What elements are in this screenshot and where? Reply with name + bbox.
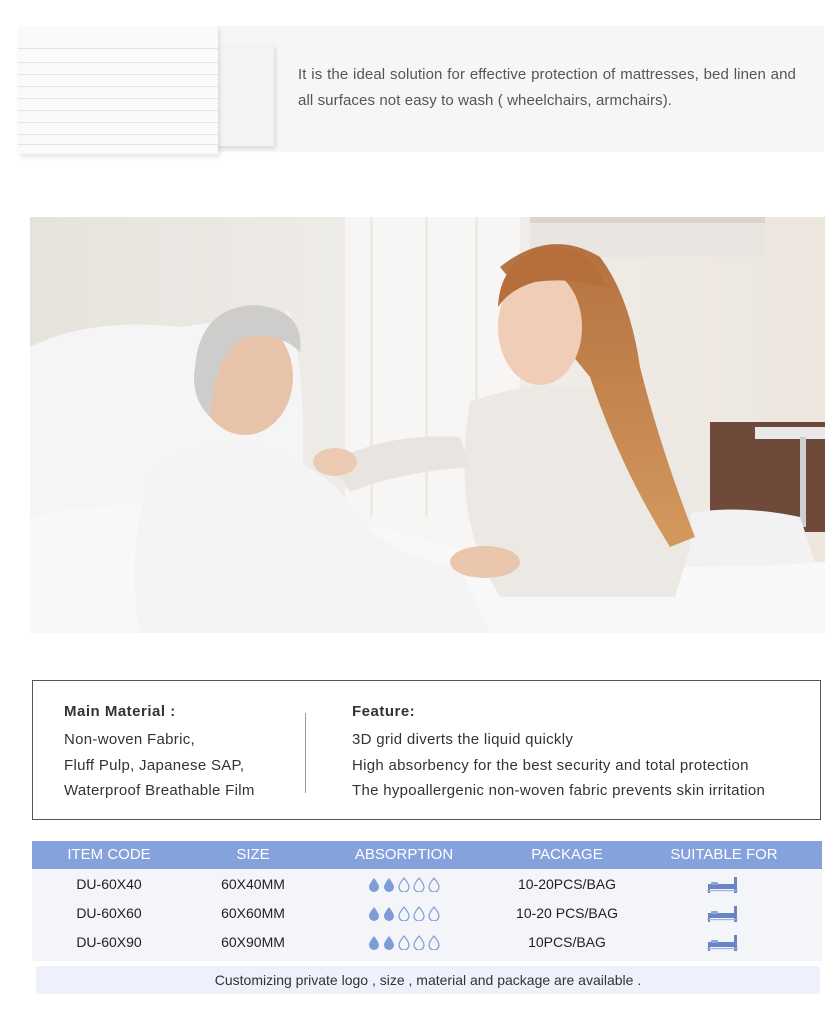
underpad-stack-front [18, 26, 218, 154]
header-absorption: ABSORPTION [354, 846, 454, 863]
item-package: 10-20 PCS/BAG [516, 905, 618, 921]
water-drop-icon [428, 877, 441, 892]
elderly-patient-with-caregiver-photo [30, 217, 825, 633]
material-item: Waterproof Breathable Film [64, 782, 255, 799]
water-drop-icon [368, 906, 381, 921]
item-package: 10-20PCS/BAG [517, 876, 617, 892]
intro-banner [18, 26, 824, 152]
water-drop-icon [383, 877, 396, 892]
water-drop-icon [428, 906, 441, 921]
item-code: DU-60X60 [76, 905, 142, 921]
item-code: DU-60X90 [76, 934, 142, 950]
water-drop-icon [413, 935, 426, 950]
item-size: 60X90MM [221, 934, 285, 950]
table-row [32, 899, 822, 927]
bed-icon [707, 928, 741, 953]
section-divider [305, 713, 306, 793]
feature-item: The hypoallergenic non-woven fabric prevents skin irritation [352, 782, 766, 799]
underpad-stack-image [18, 26, 280, 152]
item-code: DU-60X40 [76, 876, 142, 892]
table-row [32, 928, 822, 956]
bed-glyph [707, 875, 741, 895]
header-size: SIZE [236, 846, 270, 863]
main-material-heading: Main Material : [64, 703, 176, 720]
absorption-rating [368, 935, 441, 950]
customization-note: Customizing private logo , size , material and package are available . [36, 966, 820, 994]
material-item: Non-woven Fabric, [64, 731, 195, 748]
water-drop-icon [383, 906, 396, 921]
feature-heading: Feature: [352, 703, 416, 720]
item-size: 60X60MM [221, 905, 285, 921]
bed-glyph [707, 933, 741, 953]
water-drop-icon [398, 935, 411, 950]
water-drop-icon [383, 935, 396, 950]
material-item: Fluff Pulp, Japanese SAP, [64, 756, 245, 774]
feature-item: 3D grid diverts the liquid quickly [352, 731, 574, 748]
main-material-section [64, 701, 255, 804]
product-table [32, 869, 822, 961]
header-package: PACKAGE [531, 846, 603, 863]
intro-description: It is the ideal solution for effective protection of mattresses, bed linen and all surfaces not easy to wash ( wheelchairs, armchairs). [298, 66, 796, 109]
header-suitable-for: SUITABLE FOR [670, 846, 778, 863]
water-drop-icon [398, 906, 411, 921]
water-drop-icon [413, 877, 426, 892]
material-feature-box [32, 680, 821, 820]
item-package: 10PCS/BAG [528, 934, 606, 950]
water-drop-icon [398, 877, 411, 892]
underpad-stack-back [214, 44, 274, 146]
feature-item: High absorbency for the best security and total protection [352, 756, 749, 774]
water-drop-icon [368, 935, 381, 950]
table-header [32, 841, 822, 869]
absorption-rating [368, 877, 441, 892]
absorption-rating [368, 906, 441, 921]
water-drop-icon [413, 906, 426, 921]
water-drop-icon [368, 877, 381, 892]
header-item-code: ITEM CODE [67, 846, 151, 863]
bed-icon [707, 899, 741, 924]
water-drop-icon [428, 935, 441, 950]
feature-section [352, 701, 765, 804]
bed-glyph [707, 904, 741, 924]
item-size: 60X40MM [221, 876, 285, 892]
bed-icon [707, 870, 741, 895]
table-row [32, 870, 822, 898]
